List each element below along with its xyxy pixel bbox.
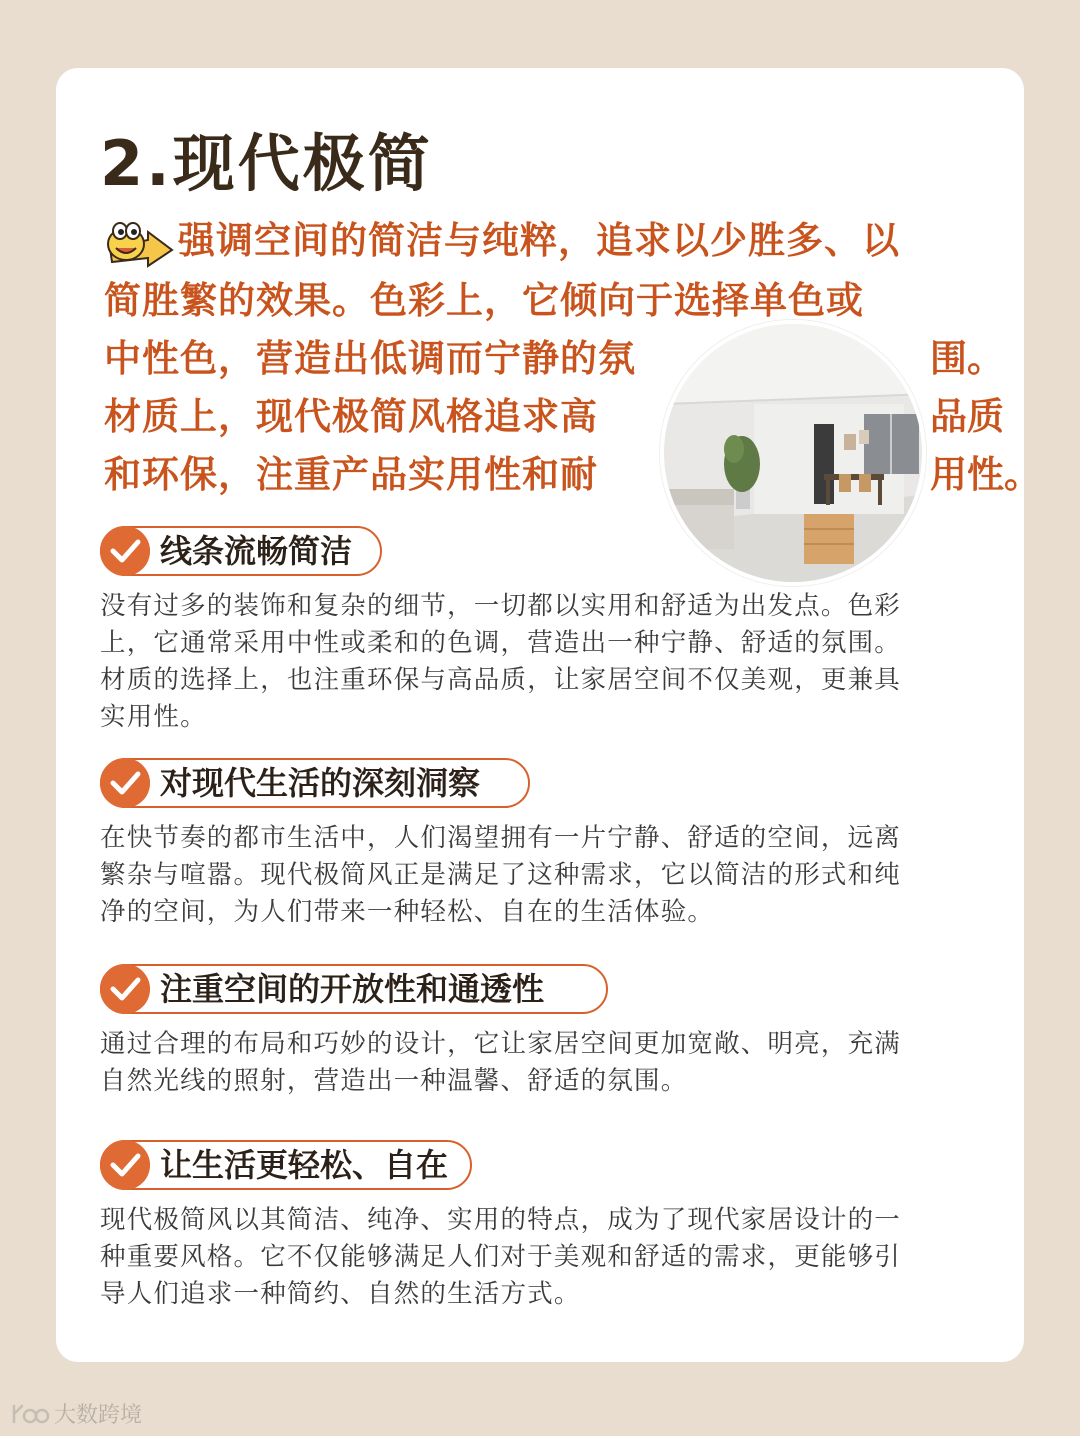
watermark-text: 大数跨境 [54, 1403, 143, 1428]
section-heading-2 [100, 758, 530, 808]
interior-photo [660, 320, 926, 586]
watermark [10, 1398, 142, 1429]
paragraph-line: 净的空间，为人们带来一种轻松、自在的生活体验。 [100, 897, 715, 927]
paragraph-line: 上，它通常采用中性或柔和的色调，营造出一种宁静、舒适的氛围。 [100, 628, 902, 658]
check-icon [100, 964, 150, 1014]
paragraph-line: 种重要风格。它不仅能够满足人们对于美观和舒适的需求，更能够引 [100, 1242, 902, 1272]
emoji-pointing-icon [100, 218, 176, 268]
section-paragraph-4 [100, 1202, 1000, 1313]
intro-line-1: 强调空间的简洁与纯粹，追求以少胜多、以 [178, 219, 900, 262]
check-icon [100, 758, 150, 808]
section-paragraph-2 [100, 820, 1000, 931]
check-icon [100, 1140, 150, 1190]
page-title: 2.现代极简 [100, 127, 433, 200]
paragraph-line: 现代极简风以其简洁、纯净、实用的特点，成为了现代家居设计的一 [100, 1205, 902, 1235]
paragraph-line: 实用性。 [100, 702, 207, 732]
section-paragraph-1 [100, 588, 1000, 736]
paragraph-line: 在快节奏的都市生活中，人们渴望拥有一片宁静、舒适的空间，远离 [100, 823, 902, 853]
paragraph-line: 自然光线的照射，营造出一种温馨、舒适的氛围。 [100, 1066, 688, 1096]
paragraph-line: 材质的选择上，也注重环保与高品质，让家居空间不仅美观，更兼具 [100, 665, 902, 695]
check-icon [100, 526, 150, 576]
intro-line-4: 材质上，现代极简风格追求高 [104, 395, 598, 438]
intro-line-2: 简胜繁的效果。色彩上，它倾向于选择单色或 [104, 279, 864, 322]
paragraph-line: 繁杂与喧嚣。现代极简风正是满足了这种需求，它以简洁的形式和纯 [100, 860, 902, 890]
section-heading-label: 对现代生活的深刻洞察 [160, 764, 481, 802]
section-paragraph-3 [100, 1026, 1000, 1100]
paragraph-line: 通过合理的布局和巧妙的设计，它让家居空间更加宽敞、明亮，充满 [100, 1029, 902, 1059]
intro-line-5: 和环保，注重产品实用性和耐 [104, 453, 598, 496]
intro-line-3-end: 围。 [930, 337, 1004, 380]
section-heading-1 [100, 526, 382, 576]
section-heading-3 [100, 964, 608, 1014]
paragraph-line: 导人们追求一种简约、自然的生活方式。 [100, 1279, 581, 1309]
section-heading-4 [100, 1140, 472, 1190]
intro-line-3: 中性色，营造出低调而宁静的氛 [104, 337, 636, 380]
watermark-logo-icon [10, 1402, 50, 1426]
intro-line-4-end: 品质 [930, 395, 1004, 438]
section-heading-label: 线条流畅简洁 [160, 532, 353, 570]
intro-line-5-end: 用性。 [930, 453, 1041, 496]
paragraph-line: 没有过多的装饰和复杂的细节，一切都以实用和舒适为出发点。色彩 [100, 591, 902, 621]
section-heading-label: 注重空间的开放性和通透性 [160, 970, 545, 1008]
section-heading-label: 让生活更轻松、自在 [160, 1146, 449, 1184]
